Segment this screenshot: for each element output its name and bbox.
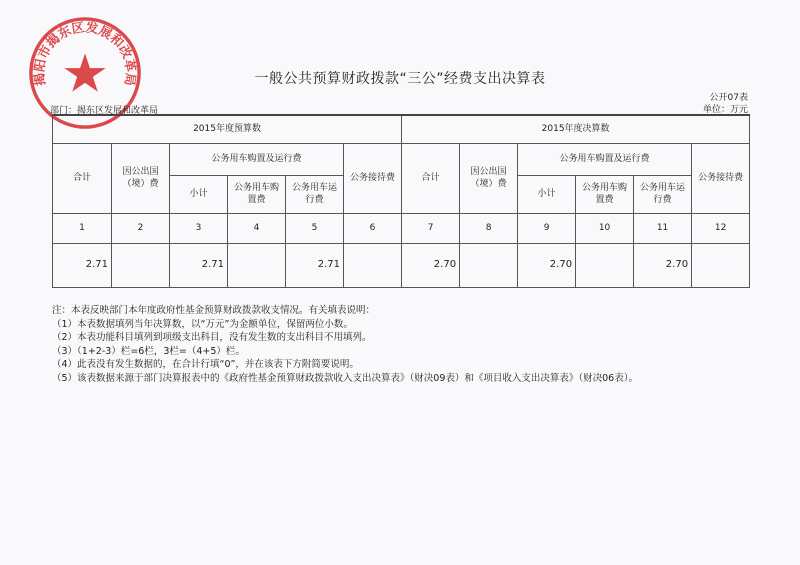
value-cell bbox=[112, 243, 170, 287]
col-reception-budget: 公务接待费 bbox=[344, 143, 402, 213]
col-number: 3 bbox=[170, 213, 228, 243]
col-abroad-budget: 因公出国（境）费 bbox=[112, 143, 170, 213]
value-cell bbox=[460, 243, 518, 287]
col-number: 2 bbox=[112, 213, 170, 243]
col-vehicle-operation-actual: 公务用车运行费 bbox=[634, 175, 692, 213]
col-total-budget: 合计 bbox=[53, 143, 112, 213]
col-number: 6 bbox=[344, 213, 402, 243]
value-cell: 2.71 bbox=[53, 243, 112, 287]
document-title: 一般公共预算财政拨款“三公”经费支出决算表 bbox=[254, 71, 546, 87]
expenditure-table bbox=[52, 114, 750, 288]
col-number: 8 bbox=[460, 213, 518, 243]
note-line: （3）（1+2-3）栏=6栏，3栏=（4+5）栏。 bbox=[52, 345, 245, 357]
value-cell bbox=[228, 243, 286, 287]
col-vehicle-operation-budget: 公务用车运行费 bbox=[286, 175, 344, 213]
value-cell bbox=[692, 243, 750, 287]
col-number: 5 bbox=[286, 213, 344, 243]
col-number: 10 bbox=[576, 213, 634, 243]
col-subtotal-actual: 小计 bbox=[518, 175, 576, 213]
unit-label: 单位：万元 bbox=[702, 105, 748, 115]
col-number: 12 bbox=[692, 213, 750, 243]
note-line: 注：本表反映部门本年度政府性基金预算财政拨款收支情况。有关填表说明： bbox=[52, 305, 376, 316]
col-number: 4 bbox=[228, 213, 286, 243]
actual-header: 2015年度决算数 bbox=[402, 115, 750, 143]
col-number: 7 bbox=[402, 213, 460, 243]
note-line: （2）本表功能科目填列到项级支出科目，没有发生数的支出科目不用填列。 bbox=[52, 332, 372, 343]
value-cell bbox=[576, 243, 634, 287]
notes-section bbox=[52, 304, 638, 385]
col-abroad-actual: 因公出国（境）费 bbox=[460, 143, 518, 213]
value-cell bbox=[344, 243, 402, 287]
col-number: 9 bbox=[518, 213, 576, 243]
col-vehicle-group-budget: 公务用车购置及运行费 bbox=[170, 143, 344, 175]
col-reception-actual: 公务接待费 bbox=[692, 143, 750, 213]
col-vehicle-purchase-budget: 公务用车购置费 bbox=[228, 175, 286, 213]
form-number: 公开07表 bbox=[709, 93, 748, 103]
table-row bbox=[53, 243, 750, 287]
value-cell: 2.71 bbox=[286, 243, 344, 287]
column-number-row bbox=[53, 213, 750, 243]
note-line: （4）此表没有发生数据的，在合计行填“0”，并在该表下方附简要说明。 bbox=[52, 359, 359, 370]
value-cell: 2.70 bbox=[402, 243, 460, 287]
col-vehicle-group-actual: 公务用车购置及运行费 bbox=[518, 143, 692, 175]
value-cell: 2.70 bbox=[518, 243, 576, 287]
col-number: 1 bbox=[53, 213, 112, 243]
col-subtotal-budget: 小计 bbox=[170, 175, 228, 213]
col-vehicle-purchase-actual: 公务用车购置费 bbox=[576, 175, 634, 213]
col-number: 11 bbox=[634, 213, 692, 243]
col-total-actual: 合计 bbox=[402, 143, 460, 213]
note-line: （5）该表数据来源于部门决算报表中的《政府性基金预算财政拨款收入支出决算表》（财决09表）和《项目收入支出决算表》（财决06表）。 bbox=[52, 372, 638, 384]
note-line: （1）本表数据填列当年决算数，以“万元”为金额单位，保留两位小数。 bbox=[52, 318, 353, 330]
budget-header: 2015年度预算数 bbox=[53, 115, 402, 143]
value-cell: 2.70 bbox=[634, 243, 692, 287]
department-label: 部门：揭东区发展和改革局 bbox=[50, 106, 159, 116]
value-cell: 2.71 bbox=[170, 243, 228, 287]
svg-text:揭阳市揭东区发展和改革局: 揭阳市揭东区发展和改革局 bbox=[32, 20, 138, 87]
